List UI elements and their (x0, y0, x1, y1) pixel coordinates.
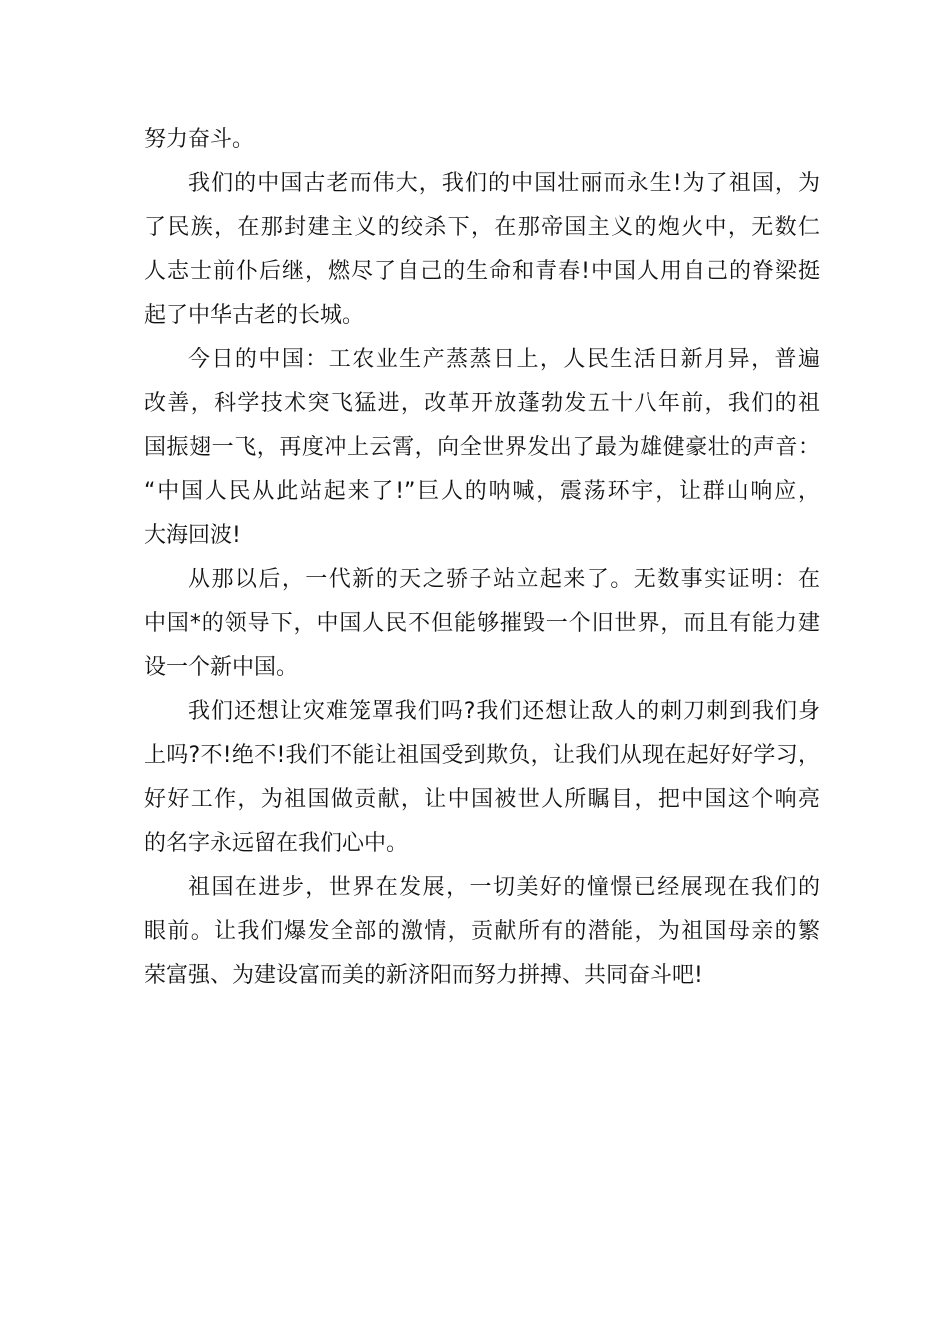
text-line: 改善，科学技术突飞猛进，改革开放蓬勃发五十八年前，我们的祖 (144, 391, 820, 416)
paragraph-2 (144, 162, 820, 338)
paragraph-4 (144, 558, 820, 690)
text-line: 我们的中国古老而伟大，我们的中国壮丽而永生!为了祖国，为 (188, 171, 820, 196)
text-line: 上吗?不!绝不!我们不能让祖国受到欺负，让我们从现在起好好学习， (144, 743, 820, 768)
text-line: 中国*的领导下，中国人民不但能够摧毁一个旧世界，而且有能力建 (144, 611, 820, 636)
text-line: 从那以后，一代新的天之骄子站立起来了。无数事实证明：在 (188, 567, 820, 592)
text-line: 祖国在进步，世界在发展，一切美好的憧憬已经展现在我们的 (188, 875, 820, 900)
paragraph-1 (144, 118, 820, 162)
paragraph-6 (144, 866, 820, 998)
paragraph-3 (144, 338, 820, 558)
text-line: 起了中华古老的长城。 (144, 303, 365, 328)
text-line: 努力奋斗。 (144, 127, 255, 152)
text-line: 好好工作，为祖国做贡献，让中国被世人所瞩目，把中国这个响亮 (144, 787, 820, 812)
text-line: 国振翅一飞，再度冲上云霄，向全世界发出了最为雄健豪壮的声音： (144, 435, 820, 460)
text-line: 人志士前仆后继，燃尽了自己的生命和青春!中国人用自己的脊梁挺 (144, 259, 820, 284)
text-line: 了民族，在那封建主义的绞杀下，在那帝国主义的炮火中，无数仁 (144, 215, 820, 240)
text-line: “中国人民从此站起来了!”巨人的呐喊，震荡环宇，让群山响应， (144, 479, 820, 504)
document-body (144, 118, 820, 998)
text-line: 我们还想让灾难笼罩我们吗?我们还想让敌人的刺刀刺到我们身 (188, 699, 820, 724)
text-line: 设一个新中国。 (144, 655, 299, 680)
text-line: 的名字永远留在我们心中。 (144, 831, 409, 856)
text-line: 荣富强、为建设富而美的新济阳而努力拼搏、共同奋斗吧! (144, 963, 703, 988)
paragraph-5 (144, 690, 820, 866)
text-line: 今日的中国：工农业生产蒸蒸日上，人民生活日新月异，普遍 (188, 347, 820, 372)
text-line: 眼前。让我们爆发全部的激情，贡献所有的潜能，为祖国母亲的繁 (144, 919, 820, 944)
text-line: 大海回波! (144, 523, 241, 548)
